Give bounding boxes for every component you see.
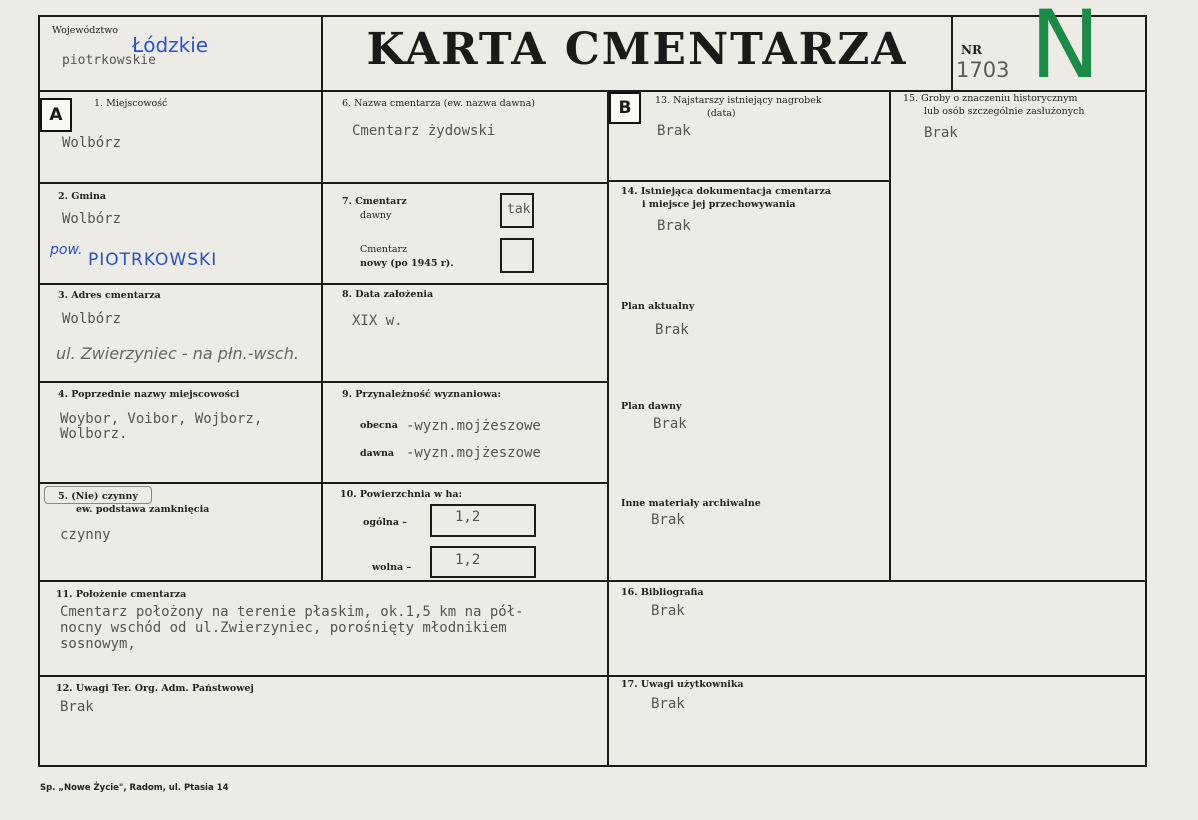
- field-13-label-line1: 13. Najstarszy istniejący nagrobek: [655, 95, 822, 106]
- card-title: KARTA CMENTARZA: [366, 24, 908, 75]
- field-2-value: Wolbórz: [62, 211, 122, 227]
- field-10-wolna-value: 1,2: [455, 552, 481, 568]
- field-7-label-line1: 7. Cmentarz: [342, 196, 407, 207]
- field-5-label-line2: ew. podstawa zamknięcia: [76, 504, 210, 515]
- field-10-wolna-label: wolna –: [372, 562, 412, 573]
- hline-row4: [38, 482, 609, 484]
- field-15-label-line1: 15. Groby o znaczeniu historycznym: [903, 93, 1078, 104]
- field-11-label: 11. Położenie cmentarza: [56, 589, 187, 600]
- field-9-dawna-label: dawna: [360, 448, 395, 459]
- field-11-value-line3: sosnowym,: [60, 636, 136, 652]
- plan-dawny-label: Plan dawny: [621, 401, 682, 412]
- vline-col1: [321, 90, 323, 582]
- nr-number: 1703: [956, 58, 1010, 82]
- printer-imprint: Sp. „Nowe Życie", Radom, ul. Ptasia 14: [40, 783, 229, 793]
- inne-materialy-value: Brak: [651, 512, 685, 528]
- outer-border-bottom: [38, 765, 1147, 767]
- field-4-value-line1: Woybor, Voibor, Wojborz,: [60, 411, 263, 427]
- field-7-nowy-box: [500, 238, 534, 273]
- field-12-label: 12. Uwagi Ter. Org. Adm. Państwowej: [56, 683, 254, 694]
- field-7-nowy-label-line2: nowy (po 1945 r).: [360, 258, 454, 269]
- field-3-pencil-note: ul. Zwierzyniec - na płn.-wsch.: [56, 344, 299, 363]
- field-10-wolna-box: [430, 546, 536, 578]
- wojewodztwo-label: Województwo: [52, 25, 119, 36]
- vline-col2: [607, 90, 609, 767]
- field-11-value-line1: Cmentarz położony na terenie płaskim, ok.1,5 km na pół-: [60, 604, 524, 620]
- field-9-label: 9. Przynależność wyznaniowa:: [342, 389, 501, 400]
- field-11-value-line2: nocny wschód od ul.Zwierzyniec, porośnięty młodnikiem: [60, 620, 507, 636]
- field-3-label: 3. Adres cmentarza: [58, 290, 161, 301]
- field-9-obecna-value: -wyzn.mojżeszowe: [406, 418, 541, 434]
- field-1-label: 1. Miejscowość: [94, 98, 168, 109]
- nr-letter-mark: N: [1030, 0, 1101, 100]
- field-16-label: 16. Bibliografia: [621, 587, 704, 598]
- field-5-value: czynny: [60, 527, 111, 543]
- field-2-hand-value: PIOTRKOWSKI: [88, 250, 218, 270]
- field-2-hand-prefix: pow.: [50, 242, 83, 258]
- field-7-label-line2: dawny: [360, 210, 392, 221]
- field-8-value: XIX w.: [352, 313, 403, 329]
- field-10-ogolna-box: [430, 504, 536, 537]
- field-5-pencil-bracket: [44, 486, 152, 504]
- field-14-label-line1: 14. Istniejąca dokumentacja cmentarza: [621, 186, 832, 197]
- plan-aktualny-label: Plan aktualny: [621, 301, 695, 312]
- field-17-value: Brak: [651, 696, 685, 712]
- field-8-label: 8. Data założenia: [342, 289, 434, 300]
- field-17-label: 17. Uwagi użytkownika: [621, 679, 744, 690]
- field-6-label: 6. Nazwa cmentarza (ew. nazwa dawna): [342, 98, 536, 109]
- field-6-value: Cmentarz żydowski: [352, 123, 496, 139]
- field-10-ogolna-label: ogólna –: [363, 517, 408, 528]
- field-7-dawny-value: tak: [507, 202, 531, 217]
- hline-row2: [38, 283, 609, 285]
- header-vline-2: [951, 15, 953, 92]
- field-16-value: Brak: [651, 603, 685, 619]
- outer-border-right: [1145, 15, 1147, 767]
- wojewodztwo-value: piotrkowskie: [62, 53, 156, 68]
- inne-materialy-label: Inne materiały archiwalne: [621, 498, 761, 509]
- hline-b-14: [607, 180, 891, 182]
- field-9-dawna-value: -wyzn.mojżeszowe: [406, 445, 541, 461]
- field-5-label-line1: 5. (Nie) czynny: [58, 491, 138, 502]
- field-14-value: Brak: [657, 218, 691, 234]
- plan-dawny-value: Brak: [653, 416, 687, 432]
- nr-label: NR: [961, 43, 982, 57]
- field-1-value: Wolbórz: [62, 135, 122, 151]
- outer-border-top: [38, 15, 1147, 17]
- hline-row6: [38, 675, 1147, 677]
- field-2-label: 2. Gmina: [58, 191, 107, 202]
- hline-row5: [38, 580, 1147, 582]
- field-4-label: 4. Poprzednie nazwy miejscowości: [58, 389, 240, 400]
- field-14-label-line2: i miejsce jej przechowywania: [642, 199, 796, 210]
- hline-row3: [38, 381, 609, 383]
- field-9-obecna-label: obecna: [360, 420, 398, 431]
- field-13-label-line2: (data): [707, 108, 736, 119]
- wojewodztwo-handwritten: Łódzkie: [132, 33, 209, 57]
- field-10-ogolna-value: 1,2: [455, 509, 481, 525]
- field-12-value: Brak: [60, 699, 94, 715]
- hline-row1: [38, 182, 609, 184]
- field-15-label-line2: lub osób szczególnie zasłużonych: [924, 106, 1085, 117]
- section-b-badge: B: [609, 92, 641, 124]
- plan-aktualny-value: Brak: [655, 322, 689, 338]
- field-15-value: Brak: [924, 125, 958, 141]
- field-7-nowy-label-line1: Cmentarz: [360, 244, 408, 255]
- field-4-value-line2: Wolborz.: [60, 426, 128, 442]
- field-3-value: Wolbórz: [62, 311, 122, 327]
- section-a-badge: A: [40, 98, 72, 132]
- header-divider: [38, 90, 1147, 92]
- field-10-label: 10. Powierzchnia w ha:: [340, 489, 463, 500]
- field-13-value: Brak: [657, 123, 691, 139]
- vline-col3: [889, 90, 891, 582]
